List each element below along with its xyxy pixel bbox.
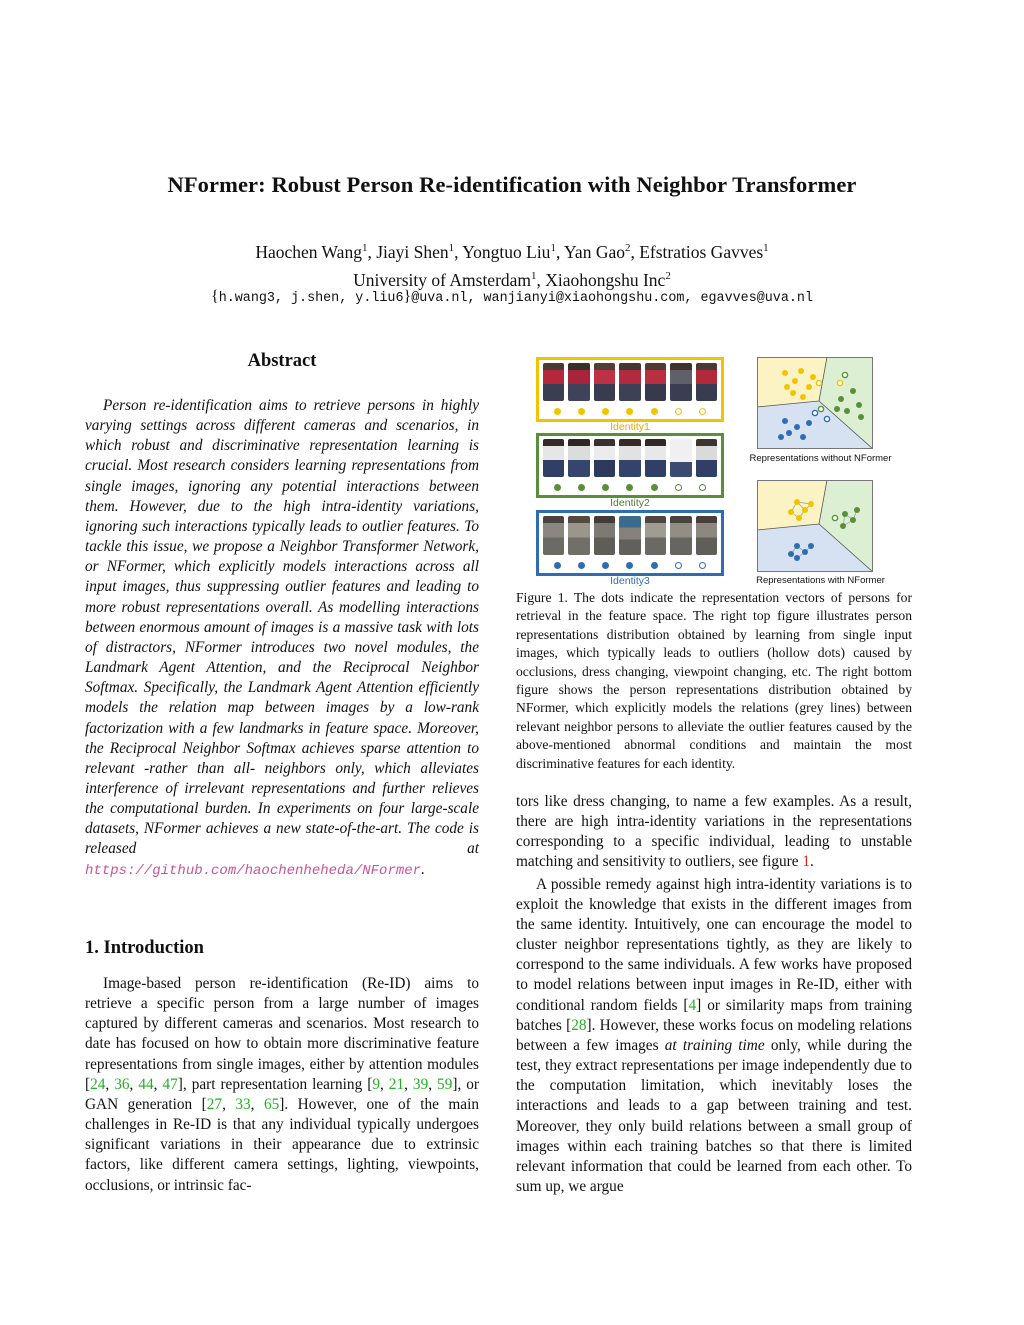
figure-1 (516, 355, 912, 587)
scatter-with-nformer (757, 480, 873, 572)
paper-title: NFormer: Robust Person Re-identification with Neighbor Transformer (167, 172, 857, 197)
identity2-label: Identity2 (610, 497, 650, 509)
intro-paragraph-continued: tors like dress changing, to name a few examples. As a result, there are high intra-identity variations in the representations corresponding to a specific individual, leading to unstable matching and sensitivity to outliers, see figure 1. (516, 793, 912, 871)
author-emails: {h.wang3, j.shen, y.liu6}@uva.nl, wanjianyi@xiaohongshu.com, egavves@uva.nl (211, 288, 813, 306)
citation[interactable]: 44 (138, 1075, 154, 1093)
citation[interactable]: 9 (372, 1075, 380, 1093)
abstract-text: Person re-identification aims to retrieve persons in highly varying settings across different cameras and scenarios, in which robust and discriminative representation learning is crucial. Most research considers learning representations from single images, ignoring any potential interactions between them. However, due to the high intra-identity variations, ignoring such interactions typically leads to outlier features. To tackle this issue, we propose a Neighbor Transformer Network, or NFormer, which explicitly models interactions across all input images, thus suppressing outlier features and leading to more robust representations overall. As modelling interactions between enormous amount of images is a massive task with lots of distractors, NFormer introduces two novel modules, the Landmark Agent Attention, and the Reciprocal Neighbor Softmax. Specifically, the Landmark Agent Attention efficiently models the relation map between images by a low-rank factorization with a few landmarks in feature space. Moreover, the Reciprocal Neighbor Softmax achieves sparse attention to relevant -rather than all- neighbors only, which alleviates interference of irrelevant representations and further relieves the computational burden. In experiments on four large-scale datasets, NFormer achieves a new state-of-the-art. The code is released at https://github.com/haochenheheda/NFormer. (85, 397, 479, 879)
figure-ref[interactable]: 1 (802, 853, 810, 871)
author-names: Haochen Wang$^1$, Jiayi Shen$^1$, Yongtuo Liu$^1$, Yan Gao$^2$, Efstratios Gavves$^1$ (255, 241, 769, 262)
citation[interactable]: 47 (162, 1075, 178, 1093)
citation[interactable]: 36 (114, 1075, 130, 1093)
intro-paragraph-1: Image-based person re-identification (Re-ID) aims to retrieve a specific person from a large number of images captured by different cameras and scenarios. Most research to date has focused on how to obtain more discriminative feature representations from single images, either by attention modules [24, 36, 44, 47], part representation learning [9, 21, 39, 59], or GAN generation [27, 33, 65]. However, one of the main challenges in Re-ID is that any individual typically undergoes significant variations in their appearance due to extrinsic factors, like different camera settings, lighting, viewpoints, occlusions, or intrinsic fac- (85, 975, 479, 1194)
identity2-strip (536, 433, 724, 498)
identity1-label: Identity1 (610, 421, 650, 433)
right-column-text (516, 792, 912, 1197)
intro-heading: 1. Introduction (85, 938, 204, 958)
intro-paragraph-2: A possible remedy against high intra-identity variations is to exploit the knowledge that exists in the different images from the same identity. Intuitively, one can encourage the model to cluster neighbor representations tightly, as they are likely to correspond to the same individuals. A few works have proposed to model relations between input images in Re-ID, either with conditional random fields [4] or similarity maps from training batches [28]. However, these works focus on modeling relations between a few images at training time only, while during the test, they extract representations per image independently due to the computation limitation, which inevitably loses the interactions and leads to a gap between training and test. Moreover, they only build relations between a small group of images within each training batches so that there is limited relevant information that could be learned from each other. To sum up, we argue (516, 875, 912, 1195)
author-block (0, 236, 1024, 292)
author: Yongtuo Liu (462, 241, 551, 262)
scatter-without-nformer (757, 357, 873, 449)
citation[interactable]: 27 (206, 1095, 223, 1113)
citation[interactable]: 4 (688, 996, 697, 1014)
citation[interactable]: 39 (412, 1075, 429, 1093)
code-link[interactable]: https://github.com/haochenheheda/NFormer (85, 862, 422, 879)
label-without-nformer: Representations without NFormer (749, 453, 892, 464)
abstract-heading: Abstract (247, 351, 317, 371)
identity3-label: Identity3 (610, 575, 650, 587)
citation[interactable]: 65 (263, 1095, 280, 1113)
author: Yan Gao (564, 241, 625, 262)
affiliations: University of Amsterdam$^1$, Xiaohongshu Inc$^2$ (353, 269, 671, 290)
identity3-strip (536, 510, 724, 576)
label-with-nformer: Representations with NFormer (756, 575, 885, 586)
citation[interactable]: 59 (437, 1075, 453, 1093)
figure-caption: Figure 1. The dots indicate the representation vectors of persons for retrieval in the feature space. The right top figure illustrates person representations distribution obtained by learning from single input images, which typically leads to outliers (hollow dots) caused by occlusions, dress changing, viewpoint changing, etc. The right bottom figure shows the person representations distribution obtained by NFormer, which explicitly models the relations (grey lines) between relevant neighbor persons to alleviate the outlier features caused by the above-mentioned abnormal conditions and maintain the most discriminative features for each identity. (516, 590, 912, 771)
citation[interactable]: 33 (235, 1095, 251, 1113)
citation[interactable]: 24 (90, 1075, 106, 1093)
author: Haochen Wang (255, 241, 362, 262)
citation[interactable]: 21 (388, 1075, 405, 1093)
identity1-strip (536, 357, 724, 422)
author: Jiayi Shen (376, 241, 449, 262)
author: Efstratios Gavves (639, 241, 764, 262)
citation[interactable]: 28 (571, 1016, 587, 1034)
